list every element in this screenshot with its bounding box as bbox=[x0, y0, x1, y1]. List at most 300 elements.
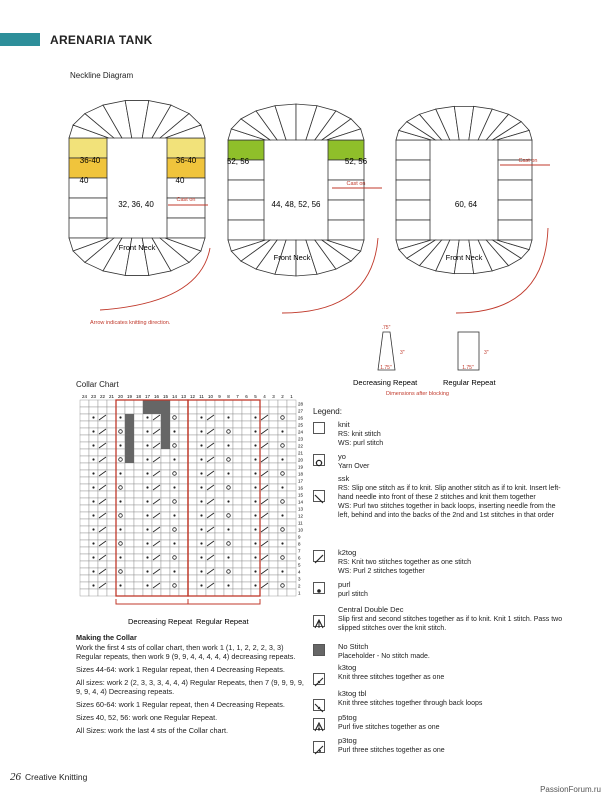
chart-cell bbox=[98, 491, 107, 498]
purl-symbol bbox=[200, 542, 202, 544]
column-number: 10 bbox=[207, 394, 214, 399]
purl-symbol bbox=[173, 514, 175, 516]
chart-cell bbox=[188, 477, 197, 484]
purl-symbol bbox=[92, 514, 94, 516]
chart-cell bbox=[179, 547, 188, 554]
chart-cell bbox=[233, 442, 242, 449]
chart-cell bbox=[224, 484, 233, 491]
d2-front-neck-label: Front Neck bbox=[273, 253, 311, 262]
chart-cell bbox=[107, 449, 116, 456]
chart-cell bbox=[80, 484, 89, 491]
chart-cell bbox=[242, 414, 251, 421]
chart-cell bbox=[233, 589, 242, 596]
chart-cell bbox=[278, 547, 287, 554]
chart-cell bbox=[179, 407, 188, 414]
chart-cell bbox=[242, 463, 251, 470]
chart-cell bbox=[134, 456, 143, 463]
row-numbers bbox=[298, 402, 304, 596]
chart-cell bbox=[215, 414, 224, 421]
chart-cell bbox=[242, 505, 251, 512]
k3tog-tbl-icon bbox=[313, 699, 325, 711]
chart-cell bbox=[242, 561, 251, 568]
chart-cell bbox=[215, 456, 224, 463]
purl-symbol bbox=[119, 500, 121, 502]
chart-cell bbox=[215, 421, 224, 428]
chart-cell bbox=[233, 526, 242, 533]
chart-cell bbox=[134, 463, 143, 470]
chart-cell bbox=[98, 561, 107, 568]
chart-cell bbox=[80, 575, 89, 582]
d1-mid-right-label: 40 bbox=[175, 176, 185, 185]
chart-cell bbox=[125, 470, 134, 477]
chart-cell bbox=[287, 505, 296, 512]
column-number: 17 bbox=[144, 394, 151, 399]
chart-cell bbox=[188, 470, 197, 477]
column-number: 4 bbox=[263, 394, 266, 399]
chart-cell bbox=[233, 435, 242, 442]
chart-cell bbox=[98, 463, 107, 470]
chart-cell bbox=[224, 568, 233, 575]
no-stitch-cell bbox=[161, 400, 170, 407]
chart-cell bbox=[107, 498, 116, 505]
d2-cast-on-label: Cast on bbox=[346, 181, 366, 187]
legend-central-double-dec: Central Double Dec Slip first and second stitches together as if to knit. Knit 1 stitch. Pass two slipped stitches over the knit stitch. bbox=[313, 605, 558, 635]
d1-top-right-label: 36-40 bbox=[175, 156, 197, 165]
central-double-dec-icon bbox=[313, 615, 325, 627]
chart-cell bbox=[116, 540, 125, 547]
chart-cell bbox=[269, 428, 278, 435]
chart-cell bbox=[287, 498, 296, 505]
column-number: 3 bbox=[272, 394, 275, 399]
chart-cell bbox=[233, 491, 242, 498]
chart-cell bbox=[242, 484, 251, 491]
chart-cell bbox=[134, 589, 143, 596]
chart-cell bbox=[80, 498, 89, 505]
chart-cell bbox=[233, 561, 242, 568]
chart-cell bbox=[116, 463, 125, 470]
chart-cell bbox=[278, 498, 287, 505]
notes-p3: Sizes 60-64: work 1 Regular repeat, then 4 Decreasing Repeats. bbox=[76, 700, 285, 709]
row-number: 7 bbox=[298, 548, 301, 554]
ring-cell bbox=[396, 180, 430, 200]
legend-yo: yo Yarn Over bbox=[313, 452, 558, 472]
purl-symbol bbox=[227, 416, 229, 418]
purl-symbol bbox=[173, 486, 175, 488]
d1-cast-on-label: Cast on bbox=[176, 197, 196, 203]
chart-cell bbox=[143, 561, 152, 568]
yo-icon bbox=[313, 454, 325, 466]
chart-cell bbox=[188, 449, 197, 456]
chart-cell bbox=[188, 435, 197, 442]
chart-cell bbox=[116, 491, 125, 498]
legend-p5tog: p5tog Purl five stitches together as one bbox=[313, 713, 558, 733]
chart-cell bbox=[107, 533, 116, 540]
purl-symbol bbox=[281, 430, 283, 432]
chart-cell bbox=[188, 561, 197, 568]
row-number: 1 bbox=[298, 590, 301, 596]
chart-cell bbox=[134, 442, 143, 449]
chart-cell bbox=[89, 463, 98, 470]
chart-cell bbox=[224, 589, 233, 596]
chart-cell bbox=[134, 568, 143, 575]
chart-cell bbox=[125, 463, 134, 470]
chart-cell bbox=[116, 435, 125, 442]
chart-cell bbox=[233, 470, 242, 477]
chart-cell bbox=[215, 589, 224, 596]
chart-cell bbox=[179, 526, 188, 533]
chart-cell bbox=[98, 407, 107, 414]
chart-cell bbox=[143, 589, 152, 596]
purl-symbol bbox=[227, 556, 229, 558]
watermark: PassionForum.ru bbox=[540, 785, 601, 794]
purl-symbol bbox=[200, 458, 202, 460]
purl-symbol bbox=[146, 472, 148, 474]
chart-cell bbox=[89, 407, 98, 414]
chart-cell bbox=[170, 463, 179, 470]
chart-cell bbox=[134, 491, 143, 498]
chart-cell bbox=[125, 519, 134, 526]
chart-cell bbox=[107, 575, 116, 582]
row-number: 2 bbox=[298, 583, 301, 589]
no-stitch-cell bbox=[161, 407, 170, 414]
chart-cell bbox=[242, 547, 251, 554]
chart-cell bbox=[170, 442, 179, 449]
d2-center-label: 44, 48, 52, 56 bbox=[271, 200, 321, 209]
chart-cell bbox=[125, 540, 134, 547]
chart-cell bbox=[188, 512, 197, 519]
chart-cell bbox=[224, 561, 233, 568]
chart-cell bbox=[251, 421, 260, 428]
chart-cell bbox=[116, 568, 125, 575]
chart-cell bbox=[80, 533, 89, 540]
chart-cell bbox=[224, 421, 233, 428]
chart-cell bbox=[188, 568, 197, 575]
chart-cell bbox=[179, 589, 188, 596]
chart-cell bbox=[269, 435, 278, 442]
chart-cell bbox=[134, 400, 143, 407]
chart-cell bbox=[269, 575, 278, 582]
chart-cell bbox=[80, 582, 89, 589]
d3-cast-on-label: Cast on bbox=[518, 158, 538, 164]
legend-k2tog: k2tog RS: Knit two stitches together as one stitch WS: Purl 2 stitches together bbox=[313, 548, 558, 578]
chart-dec-repeat-label: Decreasing Repeat bbox=[128, 617, 193, 626]
purl-symbol bbox=[146, 444, 148, 446]
purl-symbol bbox=[173, 570, 175, 572]
chart-cell bbox=[134, 540, 143, 547]
chart-cell bbox=[215, 435, 224, 442]
chart-cell bbox=[125, 407, 134, 414]
chart-cell bbox=[134, 526, 143, 533]
chart-cell bbox=[107, 477, 116, 484]
chart-cell bbox=[170, 547, 179, 554]
chart-cell bbox=[98, 519, 107, 526]
row-number: 21 bbox=[298, 450, 304, 456]
chart-cell bbox=[125, 575, 134, 582]
chart-cell bbox=[188, 491, 197, 498]
chart-cell bbox=[152, 421, 161, 428]
column-number: 18 bbox=[135, 394, 142, 399]
no-stitch-cell bbox=[161, 442, 170, 449]
chart-cell bbox=[170, 498, 179, 505]
d1-center-label: 32, 36, 40 bbox=[118, 200, 154, 209]
purl-symbol bbox=[92, 584, 94, 586]
chart-cell bbox=[143, 575, 152, 582]
chart-cell bbox=[251, 589, 260, 596]
chart-cell bbox=[278, 400, 287, 407]
chart-cell bbox=[278, 421, 287, 428]
chart-cell bbox=[98, 421, 107, 428]
purl-symbol bbox=[173, 458, 175, 460]
purl-symbol bbox=[254, 458, 256, 460]
chart-cell bbox=[233, 456, 242, 463]
chart-cell bbox=[215, 568, 224, 575]
chart-cell bbox=[242, 456, 251, 463]
chart-cell bbox=[197, 400, 206, 407]
k2tog-icon bbox=[313, 550, 325, 562]
ring-cell bbox=[498, 140, 532, 160]
column-number: 20 bbox=[117, 394, 124, 399]
chart-cell bbox=[107, 582, 116, 589]
chart-cell bbox=[161, 561, 170, 568]
row-number: 25 bbox=[298, 422, 304, 428]
chart-cell bbox=[206, 547, 215, 554]
chart-cell bbox=[98, 435, 107, 442]
chart-cell bbox=[269, 421, 278, 428]
row-number: 13 bbox=[298, 506, 304, 512]
chart-cell bbox=[179, 561, 188, 568]
legend-k3tog-tbl: k3tog tbl Knit three stitches together through back loops bbox=[313, 689, 558, 709]
page-number: 26 bbox=[10, 771, 21, 783]
chart-cell bbox=[278, 526, 287, 533]
chart-cell bbox=[224, 533, 233, 540]
chart-cell bbox=[116, 428, 125, 435]
chart-cell bbox=[242, 512, 251, 519]
chart-cell bbox=[116, 575, 125, 582]
chart-cell bbox=[242, 491, 251, 498]
purl-symbol bbox=[119, 528, 121, 530]
chart-cell bbox=[107, 519, 116, 526]
chart-cell bbox=[224, 477, 233, 484]
chart-cell bbox=[170, 505, 179, 512]
chart-cell bbox=[287, 526, 296, 533]
chart-cell bbox=[269, 533, 278, 540]
chart-cell bbox=[116, 533, 125, 540]
chart-cell bbox=[188, 505, 197, 512]
column-number: 1 bbox=[290, 394, 293, 399]
column-numbers bbox=[82, 394, 293, 399]
chart-cell bbox=[161, 519, 170, 526]
chart-cell bbox=[134, 533, 143, 540]
chart-cell bbox=[80, 428, 89, 435]
chart-cell bbox=[278, 463, 287, 470]
chart-cell bbox=[278, 491, 287, 498]
chart-cell bbox=[80, 554, 89, 561]
chart-cell bbox=[287, 561, 296, 568]
chart-cell bbox=[125, 533, 134, 540]
chart-cell bbox=[179, 484, 188, 491]
chart-cell bbox=[242, 589, 251, 596]
chart-cell bbox=[107, 554, 116, 561]
chart-cell bbox=[89, 421, 98, 428]
chart-cell bbox=[152, 505, 161, 512]
chart-cell bbox=[215, 540, 224, 547]
chart-cell bbox=[206, 477, 215, 484]
row-number: 14 bbox=[298, 499, 304, 505]
chart-cell bbox=[116, 519, 125, 526]
chart-cell bbox=[161, 505, 170, 512]
chart-cell bbox=[233, 540, 242, 547]
chart-cell bbox=[98, 449, 107, 456]
chart-cell bbox=[80, 526, 89, 533]
chart-cell bbox=[179, 400, 188, 407]
chart-cell bbox=[188, 540, 197, 547]
no-stitch-cell bbox=[125, 442, 134, 449]
chart-cell bbox=[242, 540, 251, 547]
row-number: 23 bbox=[298, 436, 304, 442]
chart-cell bbox=[125, 561, 134, 568]
chart-cell bbox=[116, 561, 125, 568]
chart-cell bbox=[179, 442, 188, 449]
purl-symbol bbox=[281, 542, 283, 544]
chart-cell bbox=[215, 491, 224, 498]
dec-top-dim: .75" bbox=[381, 325, 391, 331]
chart-cell bbox=[224, 491, 233, 498]
chart-cell bbox=[215, 582, 224, 589]
purl-symbol bbox=[200, 514, 202, 516]
chart-cell bbox=[233, 582, 242, 589]
chart-cell bbox=[233, 554, 242, 561]
row-number: 17 bbox=[298, 478, 304, 484]
purl-symbol bbox=[254, 444, 256, 446]
chart-cell bbox=[188, 547, 197, 554]
purl-symbol bbox=[254, 472, 256, 474]
purl-symbol bbox=[254, 430, 256, 432]
chart-cell bbox=[170, 526, 179, 533]
chart-cell bbox=[179, 582, 188, 589]
purl-symbol bbox=[227, 528, 229, 530]
no-stitch-cell bbox=[125, 435, 134, 442]
chart-cell bbox=[179, 477, 188, 484]
chart-cell bbox=[233, 547, 242, 554]
chart-cell bbox=[215, 407, 224, 414]
chart-cell bbox=[269, 491, 278, 498]
purl-symbol bbox=[92, 570, 94, 572]
column-number: 12 bbox=[189, 394, 196, 399]
chart-cell bbox=[188, 463, 197, 470]
chart-cell bbox=[170, 533, 179, 540]
dec-repeat-label: Decreasing Repeat bbox=[353, 378, 418, 387]
chart-cell bbox=[107, 442, 116, 449]
chart-cell bbox=[179, 533, 188, 540]
chart-cell bbox=[188, 519, 197, 526]
chart-cell bbox=[233, 575, 242, 582]
chart-cell bbox=[179, 414, 188, 421]
notes-p4: Sizes 40, 52, 56: work one Regular Repeat. bbox=[76, 713, 218, 722]
chart-cell bbox=[224, 400, 233, 407]
arrow-note: Arrow indicates knitting direction. bbox=[90, 320, 171, 326]
chart-cell bbox=[179, 435, 188, 442]
chart-cell bbox=[197, 547, 206, 554]
chart-cell bbox=[134, 512, 143, 519]
chart-cell bbox=[233, 421, 242, 428]
chart-cell bbox=[287, 414, 296, 421]
chart-cell bbox=[215, 400, 224, 407]
legend-no-stitch: No Stitch Placeholder - No stitch made. bbox=[313, 642, 558, 662]
chart-cell bbox=[89, 449, 98, 456]
chart-cell bbox=[170, 435, 179, 442]
chart-cell bbox=[206, 491, 215, 498]
chart-cell bbox=[260, 477, 269, 484]
chart-cell bbox=[251, 561, 260, 568]
chart-cell bbox=[125, 512, 134, 519]
p5tog-icon bbox=[313, 718, 325, 730]
chart-cell bbox=[224, 540, 233, 547]
chart-reg-repeat-label: Regular Repeat bbox=[196, 617, 249, 626]
chart-cell bbox=[125, 505, 134, 512]
chart-cell bbox=[161, 477, 170, 484]
chart-cell bbox=[134, 554, 143, 561]
no-stitch-cell bbox=[152, 407, 161, 414]
chart-cell bbox=[107, 589, 116, 596]
purl-symbol bbox=[146, 542, 148, 544]
chart-cell bbox=[242, 477, 251, 484]
chart-cell bbox=[188, 526, 197, 533]
purl-symbol bbox=[146, 570, 148, 572]
collar-chart-heading: Collar Chart bbox=[76, 380, 119, 389]
chart-cell bbox=[179, 428, 188, 435]
chart-cell bbox=[179, 421, 188, 428]
chart-cell bbox=[188, 421, 197, 428]
chart-cell bbox=[134, 435, 143, 442]
no-stitch-cell bbox=[125, 421, 134, 428]
ring-cell bbox=[396, 220, 430, 240]
chart-cell bbox=[179, 498, 188, 505]
chart-cell bbox=[215, 484, 224, 491]
purl-symbol bbox=[92, 556, 94, 558]
chart-cell bbox=[287, 484, 296, 491]
chart-cell bbox=[242, 470, 251, 477]
no-stitch-cell bbox=[161, 435, 170, 442]
row-number: 20 bbox=[298, 457, 304, 463]
chart-cell bbox=[134, 449, 143, 456]
chart-cell bbox=[269, 456, 278, 463]
chart-cell bbox=[179, 554, 188, 561]
chart-cell bbox=[80, 491, 89, 498]
chart-cell bbox=[224, 428, 233, 435]
chart-cell bbox=[80, 456, 89, 463]
chart-cell bbox=[179, 519, 188, 526]
chart-cell bbox=[197, 505, 206, 512]
notes-p1: Sizes 44-64: work 1 Regular repeat, then 4 Decreasing Repeats. bbox=[76, 665, 285, 674]
chart-cell bbox=[98, 505, 107, 512]
chart-cell bbox=[215, 498, 224, 505]
chart-cell bbox=[161, 491, 170, 498]
chart-cell bbox=[233, 463, 242, 470]
chart-cell bbox=[215, 463, 224, 470]
chart-cell bbox=[251, 547, 260, 554]
chart-cell bbox=[152, 533, 161, 540]
purl-symbol bbox=[92, 486, 94, 488]
no-stitch-cell bbox=[161, 414, 170, 421]
chart-cell bbox=[107, 435, 116, 442]
neckline-diagram-2 bbox=[228, 104, 364, 276]
chart-cell bbox=[206, 561, 215, 568]
chart-cell bbox=[170, 421, 179, 428]
chart-cell bbox=[179, 449, 188, 456]
chart-cell bbox=[242, 575, 251, 582]
chart-cell bbox=[107, 512, 116, 519]
chart-cell bbox=[197, 533, 206, 540]
